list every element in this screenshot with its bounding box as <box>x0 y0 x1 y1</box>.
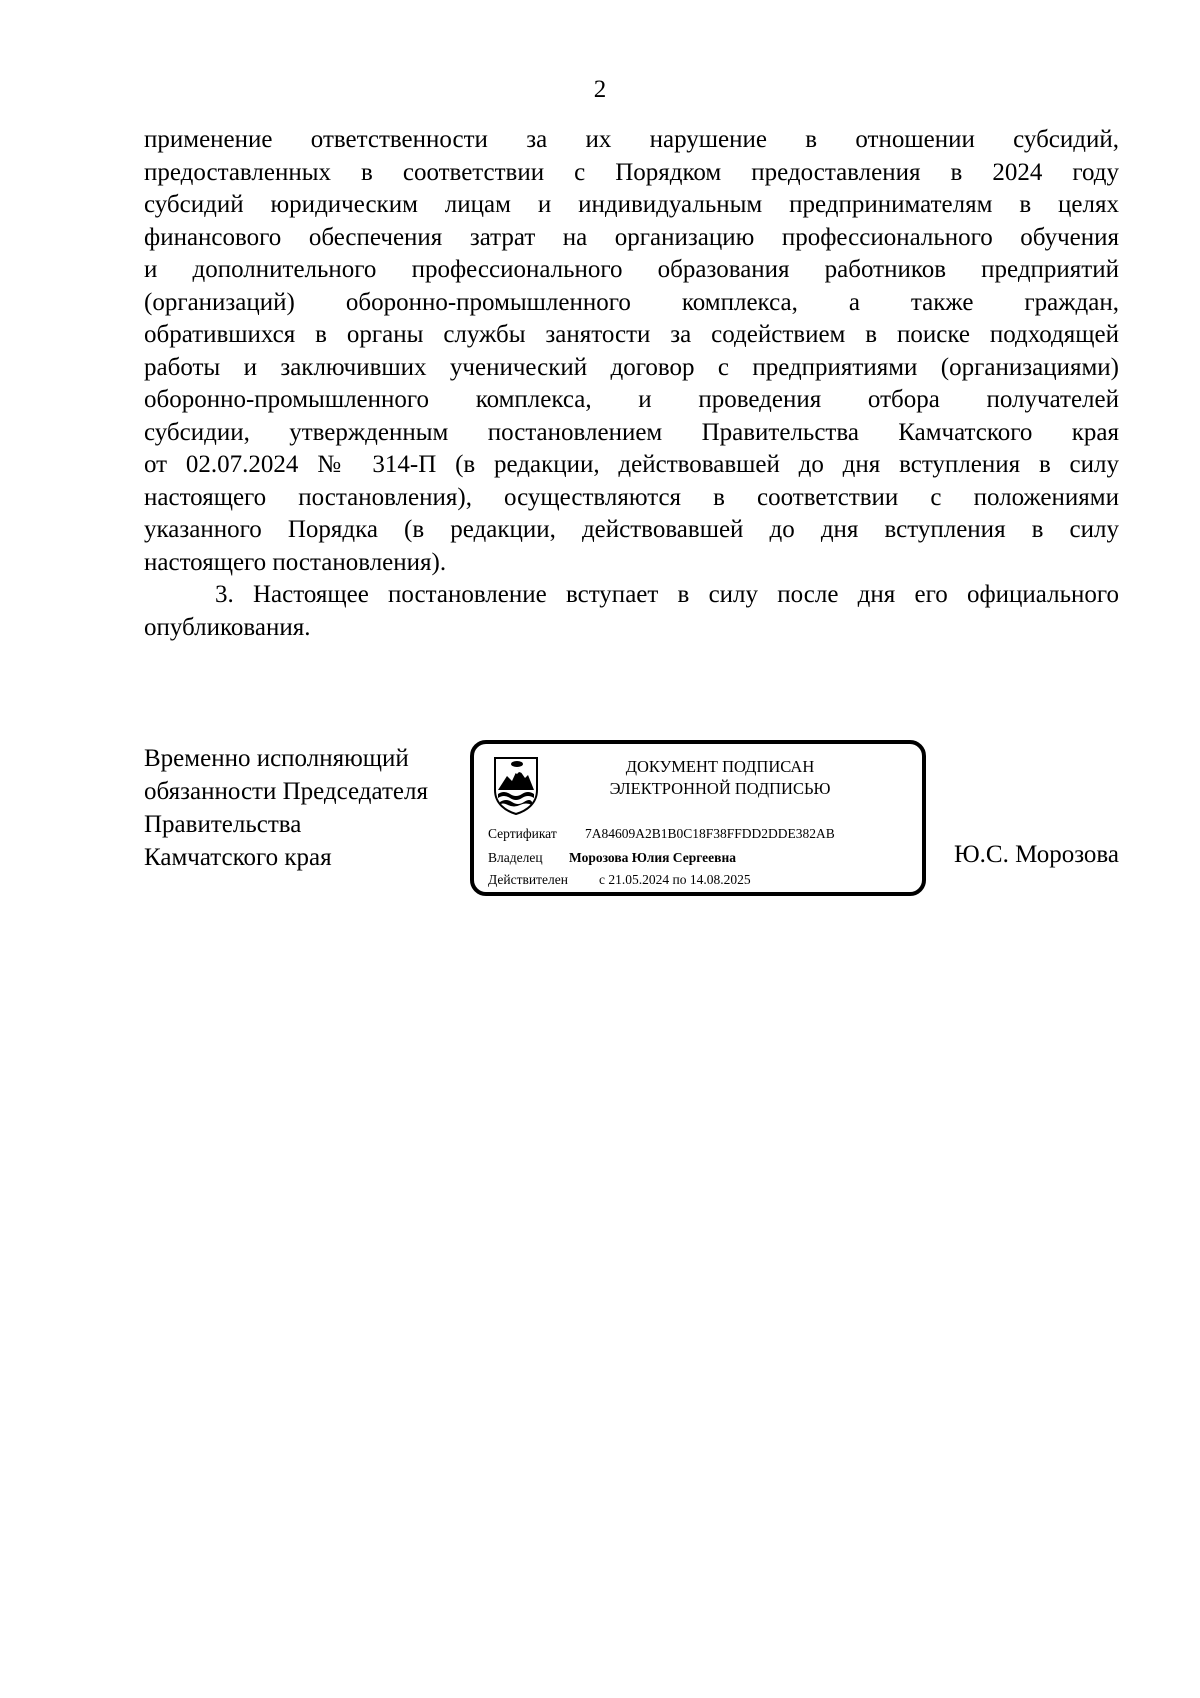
body-line: субсидий юридическим лицам и индивидуальным предпринимателям в целях <box>144 191 1119 218</box>
signer-position-line: Временно исполняющий <box>144 745 409 772</box>
body-line: применение ответственности за их нарушение в отношении субсидий, <box>144 126 1119 153</box>
signer-position <box>144 742 428 874</box>
stamp-title-line: ДОКУМЕНТ ПОДПИСАН <box>625 757 815 776</box>
body-line: оборонно-промышленного комплекса, и проведения отбора получателей <box>144 386 1119 413</box>
validity-label: Действителен <box>488 872 568 887</box>
stamp-owner-row <box>488 849 736 867</box>
body-line: опубликования. <box>144 613 311 641</box>
body-line: субсидии, утвержденным постановлением Правительства Камчатского края <box>144 418 1119 446</box>
validity-value: с 21.05.2024 по 14.08.2025 <box>599 872 751 887</box>
body-line: и дополнительного профессионального образования работников предприятий <box>144 256 1119 283</box>
body-line-paragraph-3: 3. Настоящее постановление вступает в силу после дня его официального <box>215 581 1119 608</box>
body-line: указанного Порядка (в редакции, действовавшей до дня вступления в силу <box>144 516 1119 543</box>
body-line: (организаций) оборонно-промышленного комплекса, а также граждан, <box>144 288 1119 316</box>
body-line: от 02.07.2024 № 314-П (в редакции, действовавшей до дня вступления в силу <box>144 451 1119 478</box>
kamchatka-coat-of-arms-icon <box>492 756 540 816</box>
body-line: настоящего постановления), осуществляются в соответствии с положениями <box>144 483 1119 511</box>
body-line: финансового обеспечения затрат на организацию профессионального обучения <box>144 223 1119 251</box>
certificate-value: 7A84609A2B1B0C18F38FFDD2DDE382AB <box>585 826 835 841</box>
signer-position-line: Правительства <box>144 811 302 838</box>
signer-name: Ю.С. Морозова <box>953 841 1119 868</box>
stamp-title-line: ЭЛЕКТРОННОЙ ПОДПИСЬЮ <box>609 779 831 798</box>
page-number: 2 <box>593 76 607 103</box>
body-line: обратившихся в органы службы занятости за содействием в поиске подходящей <box>144 321 1119 348</box>
electronic-signature-stamp <box>470 740 926 896</box>
signer-position-line: Камчатского края <box>144 844 332 871</box>
body-line: настоящего постановления). <box>144 548 447 576</box>
signer-position-line: обязанности Председателя <box>144 778 428 805</box>
stamp-validity-row <box>488 871 751 889</box>
stamp-certificate-row <box>488 825 835 843</box>
document-body <box>144 124 1119 644</box>
body-line: работы и заключивших ученический договор с предприятиями (организациями) <box>144 353 1119 381</box>
certificate-label: Сертификат <box>488 826 557 841</box>
stamp-title <box>550 756 890 800</box>
owner-value: Морозова Юлия Сергеевна <box>569 850 736 865</box>
body-line: предоставленных в соответствии с Порядком предоставления в 2024 году <box>144 158 1119 186</box>
owner-label: Владелец <box>488 850 543 865</box>
